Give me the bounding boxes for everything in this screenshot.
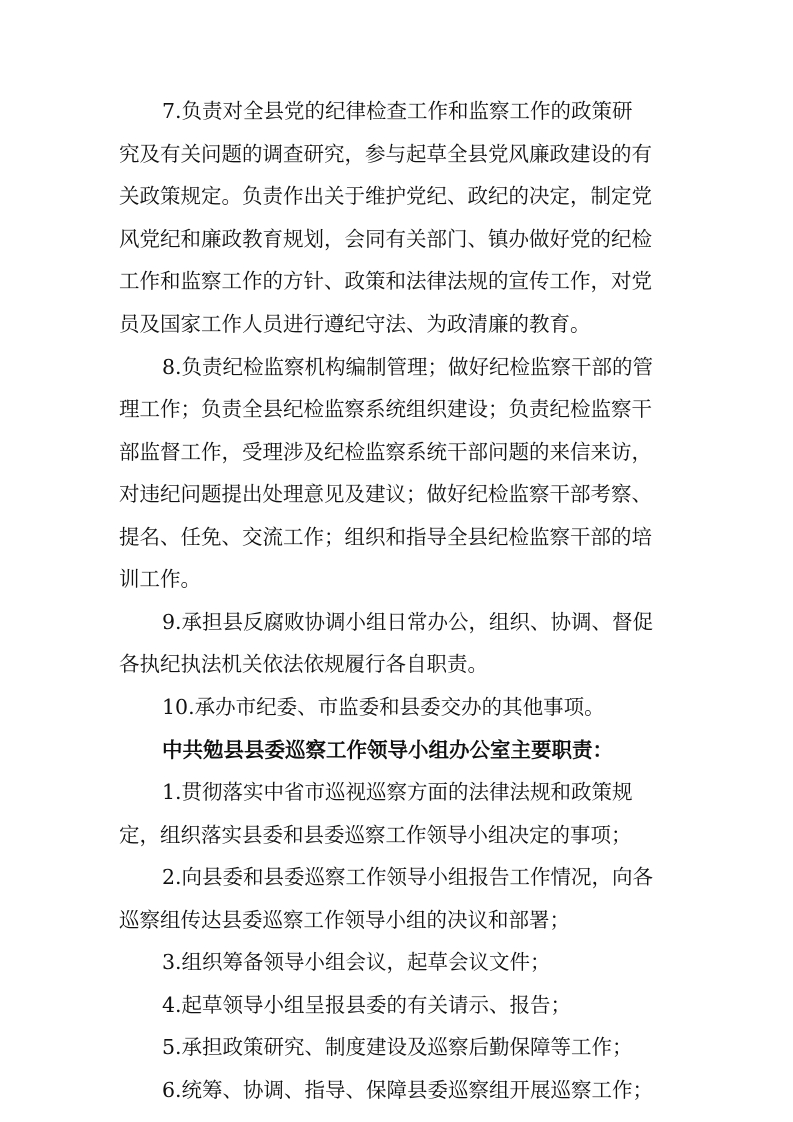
- paragraph-8-line-6: [0, 557, 793, 601]
- text-line: 1.贯彻落实中省市巡视巡察方面的法律法规和政策规: [162, 780, 633, 804]
- section-heading: [0, 728, 793, 772]
- duty-6-line-1: [0, 1068, 793, 1112]
- paragraph-8-line-5: [0, 515, 793, 559]
- text-line: 4.起草领导小组呈报县委的有关请示、报告；: [162, 993, 572, 1017]
- text-line: 9.承担县反腐败协调小组日常办公，组织、协调、督促: [162, 610, 654, 634]
- text-line: 对违纪问题提出处理意见及建议；做好纪检监察干部考察、: [119, 482, 652, 506]
- text-line: 理工作；负责全县纪检监察系统组织建设；负责纪检监察干: [119, 397, 652, 421]
- paragraph-7-line-6: [0, 302, 793, 346]
- text-line: 部监督工作，受理涉及纪检监察系统干部问题的来信来访，: [119, 440, 652, 464]
- section-heading-text: 中共勉县县委巡察工作领导小组办公室主要职责：: [162, 738, 613, 762]
- paragraph-10-line-1: [0, 685, 793, 729]
- paragraph-9-line-1: [0, 600, 793, 644]
- duty-2-line-1: [0, 855, 793, 899]
- text-line: 究及有关问题的调查研究，参与起草全县党风廉政建设的有: [119, 142, 652, 166]
- text-line: 工作和监察工作的方针、政策和法律法规的宣传工作，对党: [119, 269, 652, 293]
- text-line: 各执纪执法机关依法依规履行各自职责。: [119, 652, 488, 676]
- text-line: 训工作。: [119, 567, 201, 591]
- duty-3-line-1: [0, 940, 793, 984]
- duty-2-line-2: [0, 898, 793, 942]
- duty-5-line-1: [0, 1025, 793, 1069]
- text-line: 2.向县委和县委巡察工作领导小组报告工作情况，向各: [162, 865, 654, 889]
- duty-1-line-1: [0, 770, 793, 814]
- paragraph-8-line-3: [0, 430, 793, 474]
- text-line: 定，组织落实县委和县委巡察工作领导小组决定的事项；: [119, 823, 632, 847]
- text-line: 7.负责对全县党的纪律检查工作和监察工作的政策研: [162, 99, 633, 123]
- paragraph-9-line-2: [0, 642, 793, 686]
- text-line: 8.负责纪检监察机构编制管理；做好纪检监察干部的管: [162, 355, 654, 379]
- paragraph-7-line-1: [0, 89, 793, 133]
- text-line: 6.统筹、协调、指导、保障县委巡察组开展巡察工作；: [162, 1078, 654, 1102]
- paragraph-7-line-4: [0, 217, 793, 261]
- text-line: 风党纪和廉政教育规划，会同有关部门、镇办做好党的纪检: [119, 227, 652, 251]
- paragraph-8-line-4: [0, 472, 793, 516]
- text-line: 关政策规定。负责作出关于维护党纪、政纪的决定，制定党: [119, 184, 652, 208]
- text-line: 提名、任免、交流工作；组织和指导全县纪检监察干部的培: [119, 525, 652, 549]
- text-line: 3.组织筹备领导小组会议，起草会议文件；: [162, 950, 551, 974]
- text-line: 员及国家工作人员进行遵纪守法、为政清廉的教育。: [119, 312, 591, 336]
- duty-1-line-2: [0, 813, 793, 857]
- paragraph-7-line-2: [0, 132, 793, 176]
- text-line: 5.承担政策研究、制度建设及巡察后勤保障等工作；: [162, 1035, 633, 1059]
- text-line: 巡察组传达县委巡察工作领导小组的决议和部署；: [119, 908, 570, 932]
- paragraph-8-line-1: [0, 345, 793, 389]
- paragraph-7-line-3: [0, 174, 793, 218]
- paragraph-7-line-5: [0, 259, 793, 303]
- paragraph-8-line-2: [0, 387, 793, 431]
- duty-4-line-1: [0, 983, 793, 1027]
- text-line: 10.承办市纪委、市监委和县委交办的其他事项。: [162, 695, 605, 719]
